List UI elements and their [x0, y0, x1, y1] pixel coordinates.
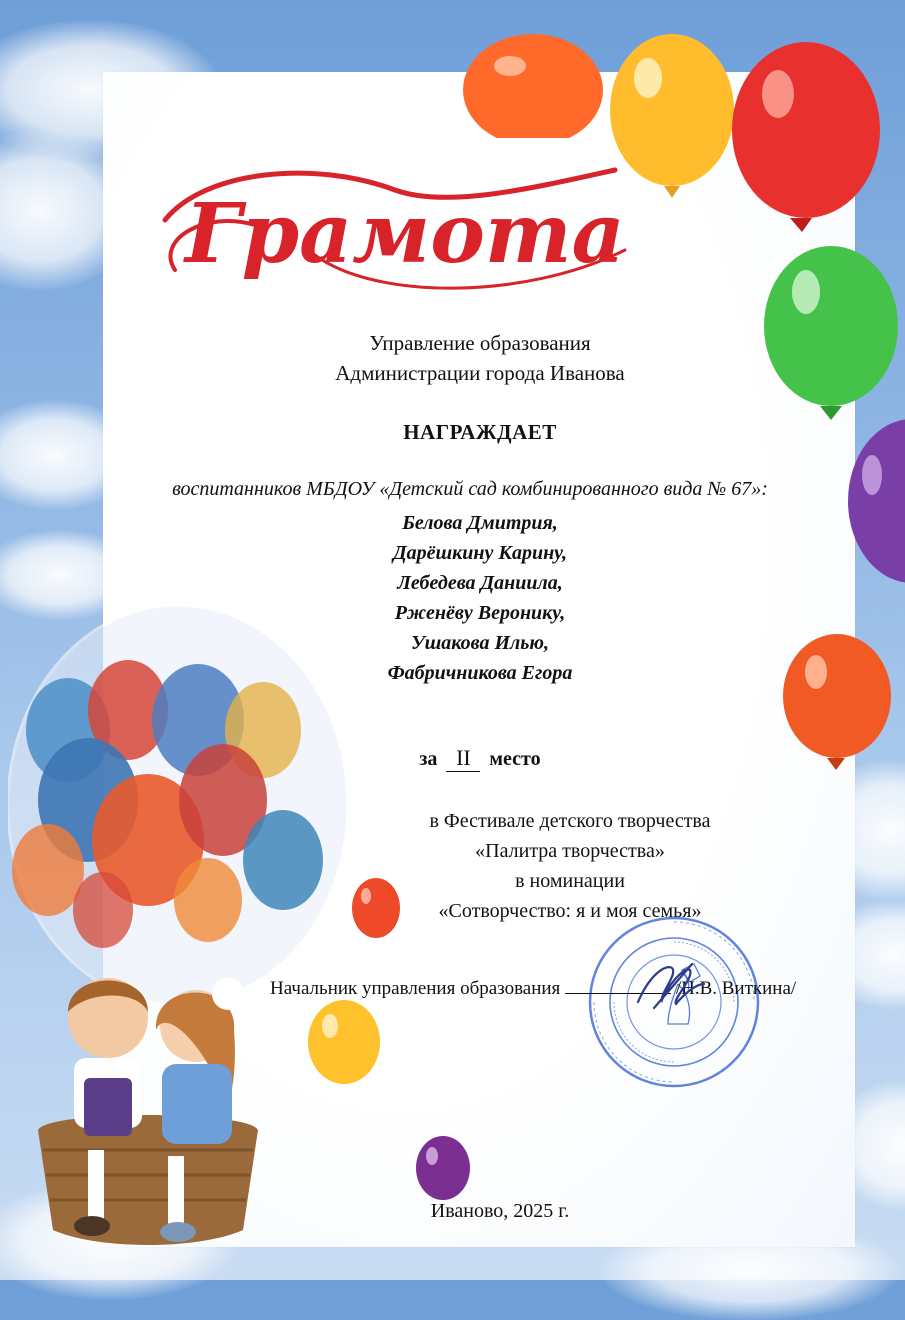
place-row — [360, 745, 600, 772]
children-basket-illustration — [28, 960, 268, 1250]
signature-mark — [632, 944, 712, 1024]
balloon-bubble-illustration — [8, 600, 356, 1020]
issue-place-date: Иваново, 2025 г. — [430, 1200, 570, 1222]
issuer-line: Управление образования — [369, 331, 591, 355]
festival-line: в номинации — [515, 870, 625, 892]
issuer-line: Администрации города Иванова — [335, 361, 625, 385]
festival-line: «Палитра творчества» — [475, 840, 665, 862]
signature-name: /Н.В. Виткина/ — [675, 978, 797, 999]
certificate-title — [145, 150, 665, 320]
place-suffix: место — [489, 748, 541, 770]
issuer-block — [250, 328, 710, 388]
balloon-icon — [842, 415, 905, 610]
recipient-name: Фабричникова Егора — [387, 662, 573, 684]
recipients-intro: воспитанников МБДОУ «Детский сад комбинированного вида № 67»: — [172, 478, 768, 500]
festival-line: «Сотворчество: я и моя семья» — [438, 900, 702, 922]
balloon-icon — [458, 18, 608, 138]
recipient-name: Ржeнёву Веронику, — [394, 602, 566, 624]
awards-heading: НАГРАЖДАЕТ — [403, 420, 557, 444]
recipient-name: Лебедева Даниила, — [397, 572, 563, 594]
festival-line: в Фестивале детского творчества — [429, 810, 711, 832]
balloon-icon — [780, 632, 895, 777]
balloon-icon — [726, 38, 886, 248]
balloon-icon — [760, 240, 902, 430]
signature-row — [270, 978, 870, 1000]
signature-title: Начальник управления образования — [270, 978, 561, 999]
recipient-name: Ушакова Илью, — [410, 632, 550, 654]
title-text: Грамота — [185, 186, 625, 282]
place-prefix: за — [419, 748, 438, 770]
recipient-name: Дарёшкину Карину, — [392, 542, 568, 564]
festival-block — [330, 806, 810, 926]
place-number: II — [446, 745, 480, 772]
balloon-icon — [414, 1134, 472, 1208]
balloon-icon — [350, 876, 402, 946]
recipient-name: Белова Дмитрия, — [402, 512, 558, 534]
balloon-icon — [606, 30, 738, 210]
